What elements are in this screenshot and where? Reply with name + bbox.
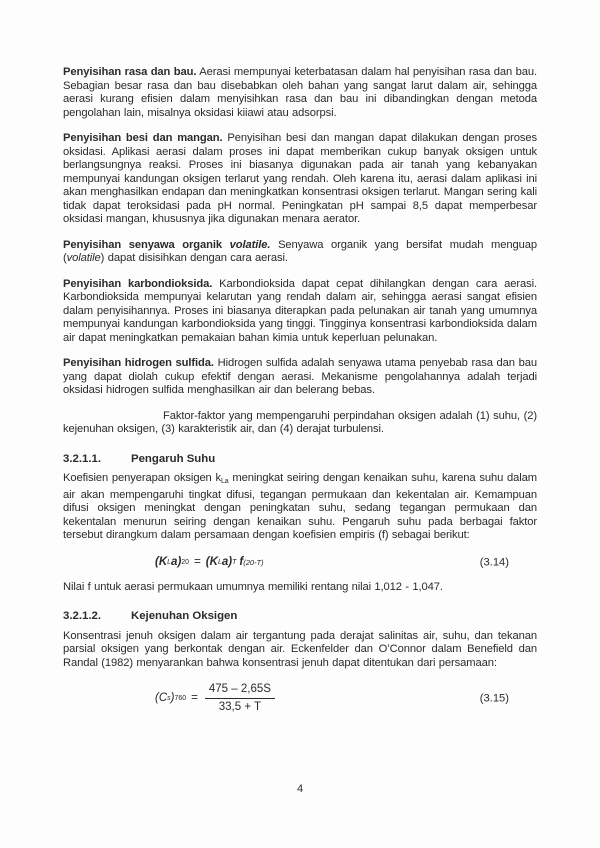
equation-formula	[155, 555, 264, 570]
paragraph-pengaruh-suhu	[63, 472, 537, 543]
paragraph-penyisihan-rasa-bau	[63, 66, 537, 120]
paragraph-lead: Penyisihan rasa dan bau.	[63, 66, 197, 78]
paragraph-penyisihan-hidrogen-sulfida	[63, 357, 537, 398]
paragraph-text: Hidrogen sulfida adalah senyawa utama penyebab rasa dan bau yang dapat diolah cukup efektif dengan aerasi. Mekanisme pengolahannya adalah terjadi oksidasi hidrogen sulfida menghasilkan air dan belerang bebas.	[63, 357, 537, 396]
math-token: f	[239, 555, 244, 568]
section-number: 3.2.1.1.	[63, 452, 101, 465]
equation-label: (3.15)	[479, 692, 509, 704]
paragraph-penyisihan-besi-mangan	[63, 132, 537, 227]
math-subscript: 760	[174, 695, 187, 702]
math-subscript: 20	[181, 558, 190, 566]
paragraph-penyisihan-karbondioksida	[63, 278, 537, 346]
document-page	[63, 66, 537, 725]
paragraph-faktor-faktor	[63, 410, 537, 437]
math-subscript: T	[232, 558, 237, 566]
section-title: Kejenuhan Oksigen	[131, 610, 238, 622]
paragraph-lead-italic: volatile.	[229, 238, 271, 251]
fraction-numerator: 475 – 2,65S	[205, 682, 275, 699]
paragraph-text: Konsentrasi jenuh oksigen dalam air tergantung pada derajat salinitas air, suhu, dan tekanan parsial oksigen yang berkontak dengan air. Eckenfelder dan O’Connor dalam Benefield dan Randal (1982) menyarankan bahwa konsentrasi jenuh dapat ditentukan dari persamaan:	[63, 629, 537, 669]
math-subscript: L	[217, 558, 222, 566]
paragraph-text: Karbondioksida dapat cepat dihilangkan dengan cara aerasi. Karbondioksida mempunyai kelarutan yang rendah dalam air, sehingga aerasi sangat efisien dalam penyisihannya. Proses ini biasanya diterapkan pada pelunakan air tanah yang umumnya mempunyai kandungan karbondioksida yang tinggi. Tingginya konsentrasi karbondioksida dalam air dapat meningkatkan pemakaian bahan kimia untuk keperluan pelunakan.	[63, 277, 537, 344]
math-superscript: (20-T)	[243, 557, 264, 567]
paragraph-penyisihan-organik-volatile	[63, 239, 537, 266]
paragraph-lead: Penyisihan senyawa organik	[63, 238, 230, 251]
equation-label: (3.14)	[479, 556, 509, 568]
paragraph-text: ) dapat disisihkan dengan cara aerasi.	[100, 252, 288, 264]
math-token: (C	[155, 692, 168, 704]
paragraph-lead: Penyisihan besi dan mangan.	[63, 132, 223, 144]
paragraph-text: Penyisihan besi dan mangan dapat dilakukan dengan proses oksidasi. Aplikasi aerasi dalam proses ini dapat memberikan cukup banyak oksigen untuk berlangsungnya reaksi. Proses ini biasanya digunakan pada air tanah yang kebanyakan mempunyai kandungan oksigen terlarut yang rendah. Oleh karena itu, aerasi dalam aplikasi ini akan menghasilkan endapan dan meningkatkan konsentrasi oksigen terlarut. Mangan sering kali tidak dapat teroksidasi pada pH normal. Peningkatan pH sampai 8,5 dapat memperbesar oksidasi mangan, khususnya jika digunakan menara aerator.	[63, 132, 537, 225]
paragraph-kejenuhan-oksigen	[63, 630, 537, 671]
page-number: 4	[296, 783, 304, 795]
fraction-denominator: 33,5 + T	[218, 701, 262, 713]
math-token: (K	[205, 555, 218, 568]
paragraph-text: Nilai f untuk aerasi permukaan umumnya memiliki rentang nilai 1,012 - 1,047.	[63, 580, 443, 593]
equation-3-14	[63, 555, 537, 571]
math-token: a)	[171, 555, 182, 568]
paragraph-text: meningkat seiring dengan kenaikan suhu, karena suhu dalam air akan mempengaruhi tingkat difusi, tegangan permukaan dan kekentalan air. Kemampuan difusi oksigen meningkat dengan peningkatan suhu, sedang tegangan permukaan dan kekentalan menurun seiring dengan kenaikan suhu. Pengaruh suhu pada berbagai faktor tersebut dirangkum dalam persamaan dengan koefisien empiris (f) sebagai berikut:	[63, 472, 537, 541]
subscript-la: La	[220, 478, 229, 485]
section-heading-3-2-1-2	[63, 610, 537, 624]
equation-formula	[155, 682, 275, 715]
section-heading-3-2-1-1	[63, 453, 537, 467]
paragraph-lead: Penyisihan karbondioksida.	[63, 277, 213, 290]
math-subscript: s	[167, 695, 171, 702]
paragraph-text: Senyawa organik yang bersifat mudah menguap (	[63, 238, 537, 264]
math-subscript: L	[167, 558, 172, 566]
paragraph-text: Aerasi mempunyai keterbatasan dalam hal penyisihan rasa dan bau. Sebagian besar rasa dan bau disebabkan oleh bahan yang sangat larut dalam air, sehingga aerasi kurang efisien dalam menyisihkan rasa dan bau ini dibandingkan dengan metoda pengolahan lain, misalnya oksidasi kiiawi atau adsorpsi.	[63, 66, 537, 119]
paragraph-italic-word: volatile	[66, 252, 101, 264]
equals-sign: =	[194, 555, 201, 568]
math-token: )	[170, 692, 175, 704]
equals-sign: =	[191, 692, 198, 704]
paragraph-text: Faktor-faktor yang mempengaruhi perpindahan oksigen adalah (1) suhu, (2) kejenuhan oksigen, (3) karakteristik air, dan (4) derajat turbulensi.	[63, 409, 537, 435]
math-token: a)	[221, 555, 233, 568]
fraction	[205, 682, 275, 715]
section-title: Pengaruh Suhu	[131, 452, 216, 465]
paragraph-lead: Penyisihan hidrogen sulfida.	[63, 357, 214, 369]
paragraph-nilai-f	[63, 581, 537, 595]
section-number: 3.2.1.2.	[63, 610, 101, 622]
equation-3-15	[63, 682, 537, 715]
paragraph-text: Koefisien penyerapan oksigen k	[63, 472, 221, 484]
math-token: (K	[155, 555, 168, 568]
